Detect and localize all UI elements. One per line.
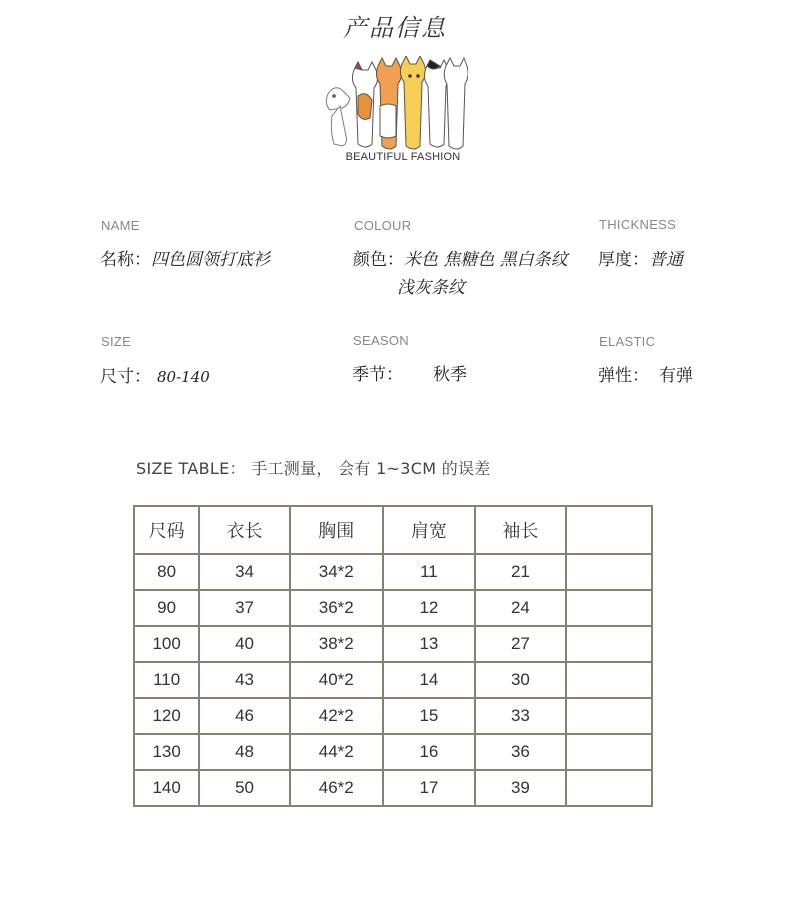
thickness-field [598, 246, 683, 274]
cell-size: 100 [134, 626, 199, 662]
header-empty [566, 506, 652, 554]
page-title: 产品信息 [343, 14, 447, 42]
cell-size: 140 [134, 770, 199, 806]
cell-shoulder: 16 [383, 734, 476, 770]
cell-size: 130 [134, 734, 199, 770]
table-row [134, 554, 652, 590]
cell-chest: 36*2 [290, 590, 383, 626]
cell-empty [566, 554, 652, 590]
header-chest: 胸围 [290, 506, 383, 554]
cell-empty [566, 626, 652, 662]
cell-length: 43 [199, 662, 290, 698]
cell-chest: 44*2 [290, 734, 383, 770]
cell-size: 80 [134, 554, 199, 590]
cell-sleeve: 24 [475, 590, 566, 626]
cell-sleeve: 30 [475, 662, 566, 698]
thickness-key: 厚度： [598, 250, 649, 270]
cell-length: 40 [199, 626, 290, 662]
elastic-label-en: ELASTIC [599, 334, 656, 349]
elastic-key: 弹性： [598, 366, 649, 386]
size-label-en: SIZE [101, 334, 132, 349]
header-shoulder: 肩宽 [383, 506, 476, 554]
cell-empty [566, 662, 652, 698]
table-row [134, 662, 652, 698]
cell-shoulder: 17 [383, 770, 476, 806]
cell-shoulder: 12 [383, 590, 476, 626]
table-row [134, 734, 652, 770]
season-label-en: SEASON [353, 333, 409, 348]
cell-sleeve: 36 [475, 734, 566, 770]
season-value: 秋季 [433, 365, 467, 385]
thickness-label-en: THICKNESS [599, 217, 677, 232]
cell-sleeve: 33 [475, 698, 566, 734]
cell-size: 110 [134, 662, 199, 698]
cell-empty [566, 770, 652, 806]
cell-sleeve: 39 [475, 770, 566, 806]
cell-length: 46 [199, 698, 290, 734]
cell-chest: 40*2 [290, 662, 383, 698]
header-size: 尺码 [134, 506, 199, 554]
colour-key: 颜色： [353, 250, 404, 270]
table-row [134, 626, 652, 662]
cell-size: 90 [134, 590, 199, 626]
size-field [100, 363, 210, 391]
size-value: 80-140 [157, 368, 210, 386]
colour-field [353, 246, 568, 274]
elastic-field [598, 362, 693, 390]
cell-sleeve: 21 [475, 554, 566, 590]
season-key: 季节： [352, 365, 403, 385]
table-row [134, 770, 652, 806]
season-field [352, 361, 467, 389]
name-key: 名称： [100, 250, 151, 270]
logo-text: BEAUTIFUL FASHION [345, 151, 461, 163]
colour-field-line2 [397, 274, 465, 302]
cell-chest: 38*2 [290, 626, 383, 662]
colour-value-line2: 浅灰条纹 [397, 278, 465, 298]
table-row [134, 698, 652, 734]
header-length: 衣长 [199, 506, 290, 554]
name-value: 四色圆领打底衫 [151, 250, 270, 270]
name-field [100, 246, 270, 274]
header-sleeve: 袖长 [475, 506, 566, 554]
size-table-note: SIZE TABLE： 手工测量， 会有 1~3CM 的误差 [136, 459, 491, 478]
cell-empty [566, 590, 652, 626]
table-header-row [134, 506, 652, 554]
cell-sleeve: 27 [475, 626, 566, 662]
cell-shoulder: 13 [383, 626, 476, 662]
cell-shoulder: 11 [383, 554, 476, 590]
cell-chest: 46*2 [290, 770, 383, 806]
colour-value-line1: 米色 焦糖色 黑白条纹 [404, 250, 568, 270]
cell-length: 37 [199, 590, 290, 626]
size-key: 尺寸： [100, 367, 151, 387]
cell-chest: 34*2 [290, 554, 383, 590]
cell-size: 120 [134, 698, 199, 734]
thickness-value: 普通 [649, 250, 683, 270]
cell-length: 50 [199, 770, 290, 806]
cell-shoulder: 15 [383, 698, 476, 734]
name-label-en: NAME [101, 218, 140, 233]
colour-label-en: COLOUR [354, 218, 412, 233]
cell-empty [566, 698, 652, 734]
cell-chest: 42*2 [290, 698, 383, 734]
elastic-value: 有弹 [659, 366, 693, 386]
size-table [133, 505, 653, 807]
cell-empty [566, 734, 652, 770]
cell-shoulder: 14 [383, 662, 476, 698]
cell-length: 48 [199, 734, 290, 770]
cell-length: 34 [199, 554, 290, 590]
table-row [134, 590, 652, 626]
